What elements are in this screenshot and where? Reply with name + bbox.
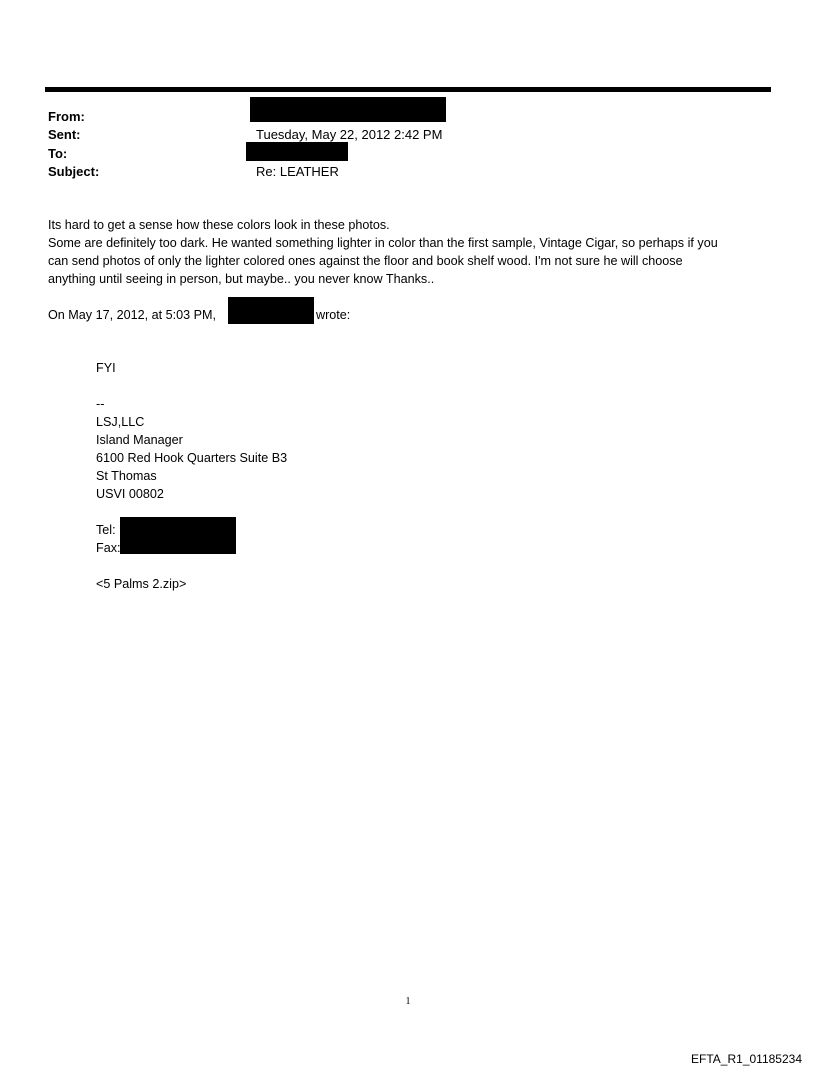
reply-intro [48, 306, 778, 324]
to-redaction [246, 142, 348, 161]
reply-intro-suffix: wrote: [316, 308, 351, 322]
sent-value: Tuesday, May 22, 2012 2:42 PM [256, 127, 443, 142]
subject-label: Subject: [48, 164, 100, 179]
from-label: From: [48, 109, 85, 124]
signature-address: 6100 Red Hook Quarters Suite B3 [96, 451, 288, 465]
signature-block [96, 395, 287, 503]
signature-city: St Thomas [96, 469, 157, 483]
reply-intro-prefix: On May 17, 2012, at 5:03 PM, [48, 308, 217, 322]
quoted-fyi: FYI [96, 361, 116, 375]
signature-dash: -- [96, 397, 105, 411]
body-line: can send photos of only the lighter colored ones against the floor and book shelf wood. I'm not sure he will choose [48, 254, 683, 268]
body-line: Its hard to get a sense how these colors look in these photos. [48, 218, 390, 232]
message-body [48, 216, 778, 288]
signature-company: LSJ,LLC [96, 415, 145, 429]
signature-title: Island Manager [96, 433, 183, 447]
sender-redaction [228, 297, 314, 324]
sent-label: Sent: [48, 127, 81, 142]
bates-number: EFTA_R1_01185234 [691, 1052, 802, 1066]
attachment-label: <5 Palms 2.zip> [96, 577, 187, 591]
page-number: 1 [405, 996, 411, 1007]
header-rule [45, 87, 771, 92]
from-redaction [250, 97, 446, 122]
body-line: anything until seeing in person, but maybe.. you never know Thanks.. [48, 272, 435, 286]
fax-label: Fax: [96, 541, 121, 555]
subject-value: Re: LEATHER [256, 164, 339, 179]
to-label: To: [48, 146, 68, 161]
signature-region: USVI 00802 [96, 487, 164, 501]
body-line: Some are definitely too dark. He wanted something lighter in color than the first sample, Vintage Cigar, so perhaps if you [48, 236, 718, 250]
tel-label: Tel: [96, 523, 116, 537]
phone-fax-redaction [120, 517, 236, 554]
